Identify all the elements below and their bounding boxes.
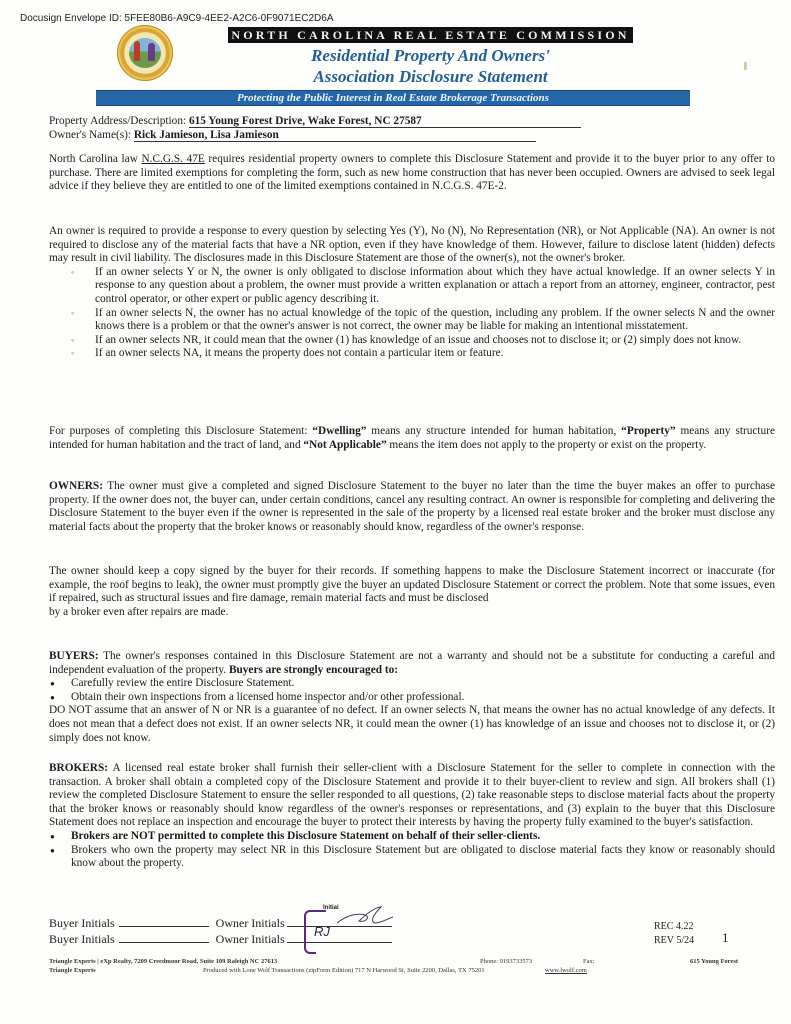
buyer-initials-label: Buyer Initials — [49, 916, 115, 930]
footer-brokerage: Triangle Experts | eXp Realty, 7209 Creedmoor Road, Suite 109 Raleigh NC 27613 — [49, 958, 278, 965]
buyers-text: The owner's responses contained in this Disclosure Statement are not a warranty and should not be a substitute for conducting a careful and independent evaluation of the property. — [49, 650, 775, 676]
owners-paragraph — [49, 480, 775, 534]
list-item: ● Carefully review the entire Disclosure Statement. — [49, 677, 775, 691]
tagline-banner: Protecting the Public Interest in Real Estate Brokerage Transactions — [96, 90, 690, 106]
list-item: ● Brokers who own the property may select NR in this Disclosure Statement but are obligated to disclose material facts they know or reasonably should know about the property. — [49, 844, 775, 871]
definitions-text: means the item does not apply to the property or exist on the property. — [386, 438, 707, 451]
footer-website-link[interactable]: www.lwolf.com — [545, 967, 587, 974]
footer-phone: Phone: 9193733573 — [480, 958, 533, 965]
footer-agent: Triangle Experts — [49, 967, 96, 974]
list-item: ◦ If an owner selects NR, it could mean that the owner (1) has knowledge of an issue and chooses not to disclose it; or (2) simply does not know. — [49, 334, 775, 348]
seal-figure-left — [134, 41, 140, 61]
term-dwelling: “Dwelling” — [312, 425, 367, 437]
list-item: ◦ If an owner selects N, the owner has no actual knowledge of the topic of the question, including any problem. If the owner selects N and the owner knows there is a problem or that the owner's answer is not correct, the owner may be liable for making an intentional misstatement. — [49, 307, 775, 334]
term-not-applicable: “Not Applicable” — [303, 438, 387, 451]
scan-mark — [744, 62, 747, 70]
rev-code: REV 5/24 — [654, 935, 695, 946]
buyers-warning: DO NOT assume that an answer of N or NR is a guarantee of no defect. If an owner selects N, that means the owner has no actual knowledge of any defects. It does not mean that a defect does not exist. If an owner selects NR, it could mean the owner (1) has knowledge of an issue and chooses not to disclose it, or (2) simply does not know. — [49, 704, 775, 744]
buyers-list — [49, 677, 775, 704]
buyer-initials-field-1[interactable] — [119, 915, 209, 927]
definitions-text: For purposes of completing this Disclosure Statement: — [49, 425, 313, 437]
term-property: “Property” — [621, 425, 676, 437]
copy-tail: by a broker even after repairs are made. — [49, 605, 229, 618]
owner-initials-label: Owner Initials — [215, 932, 285, 946]
response-options-list — [49, 266, 775, 361]
revision-block — [654, 920, 694, 948]
owner-initials-label: Owner Initials — [215, 916, 285, 930]
definitions-paragraph — [49, 425, 775, 452]
list-item — [49, 830, 775, 844]
docusign-envelope-id: Docusign Envelope ID: 5FEE80B6-A9C9-4EE2-A2C6-0F9071EC2D6A — [20, 13, 334, 24]
brokers-not-permitted: Brokers are NOT permitted to complete this Disclosure Statement on behalf of their seller-clients. — [71, 829, 541, 842]
owner-initials-field-2[interactable] — [287, 931, 392, 943]
seal-figure-right — [148, 43, 155, 61]
definitions-text: means any structure intended for human habitation and the tract of land, and — [49, 425, 775, 451]
intro-text: North Carolina law — [49, 153, 142, 165]
copy-text: The owner should keep a copy signed by the buyer for their records. If something happens to make the Disclosure Statement incorrect or inaccurate (for example, the roof begins to leak), the owner must promptly give the buyer an updated Disclosure Statement or correct the problem. Note that some issues, even if repaired, such as structural issues and fire damage, remain material facts and must be disclosed — [49, 565, 775, 605]
page-number: 1 — [722, 930, 729, 945]
signature-scribble-icon — [335, 905, 395, 929]
brokers-list — [49, 830, 775, 871]
owners-heading: OWNERS: — [49, 480, 103, 492]
buyer-initials-field-2[interactable] — [119, 931, 209, 943]
owner-name-field[interactable]: Rick Jamieson, Lisa Jamieson — [134, 129, 536, 142]
form-title-line1: Residential Property And Owners' — [311, 46, 550, 65]
list-item: ● Obtain their own inspections from a licensed home inspector and/or other professional. — [49, 691, 775, 705]
list-item: ◦ If an owner selects NA, it means the property does not contain a particular item or feature. — [49, 347, 775, 361]
address-label: Property Address/Description: — [49, 115, 187, 127]
owner-label: Owner's Name(s): — [49, 128, 132, 141]
initial-tag: Initial — [323, 905, 339, 911]
intro-text-cont: requires residential property owners to complete this Disclosure Statement and provide it to the buyer prior to any offer to purchase. There are limited exemptions for completing the form, such as new home construction that has never been occupied. Owners are advised to seek legal advice if they believe they are entitled to one of the limited exemptions contained in N.C.G.S. 47E-2. — [49, 153, 775, 193]
buyers-heading: BUYERS: — [49, 650, 99, 662]
address-field[interactable]: 615 Young Forest Drive, Wake Forest, NC 27587 — [189, 115, 581, 128]
footer-file-name: 615 Young Forest — [690, 958, 739, 965]
footer-fax: Fax: — [583, 958, 595, 965]
owners-text: The owner must give a completed and signed Disclosure Statement to the buyer no later than the time the buyer makes an offer to purchase property. If the owner does not, the buyer can, under certain conditions, cancel any resulting contract. An owner is responsible for completing and delivering the Disclosure Statement to the buyer even if the owner is represented in the sale of the property by a licensed real estate broker and the broker must disclose any material facts about the property that the broker knows or reasonably should know, regardless of the owner's response. — [49, 480, 775, 533]
form-title-line2: Association Disclosure Statement — [313, 67, 548, 86]
copy-paragraph — [49, 565, 775, 619]
intro-paragraph — [49, 153, 775, 194]
definitions-text: means any structure intended for human habitation, — [366, 425, 622, 437]
buyers-emphasis: Buyers are strongly encouraged to: — [228, 663, 398, 676]
brokers-text: A licensed real estate broker shall furnish their seller-client with a Disclosure Statement for the seller to complete in connection with the transaction. A broker shall obtain a completed copy of the Disclosure Statement and provide it to their buyer-client to review and sign. All brokers shall (1) review the completed Disclosure Statement to ensure the seller responded to all questions, (2) take reasonable steps to disclose material facts about the property that the broker knows or reasonably should know regardless of the owner's responses or representations, and (3) explain to the buyer that this Disclosure Statement does not replace an inspection and encourage the buyer to protect their interests by having the property fully examined to the buyer's satisfaction. — [49, 762, 775, 829]
owner-initials-value: RJ — [314, 924, 330, 939]
brokers-section — [49, 762, 775, 871]
brokers-heading: BROKERS: — [49, 762, 109, 774]
list-item: ◦ If an owner selects Y or N, the owner is only obligated to disclose information about which they have actual knowledge. If an owner selects Y in response to any question about a problem, the owner must provide a written explanation or attach a report from an attorney, engineer, contractor, pest control operator, or other expert or public agency describing it. — [49, 266, 775, 307]
response-paragraph: An owner is required to provide a response to every question by selecting Yes (Y), No (N), No Representation (NR), or Not Applicable (NA). An owner is not required to disclose any of the material facts that have a NR option, even if they have knowledge of them. However, failure to disclose latent (hidden) defects may result in civil liability. The disclosures made in this Disclosure Statement are those of the owner(s), not the owner's broker. — [49, 225, 775, 265]
buyers-section — [49, 650, 775, 745]
ncgs-47e-link[interactable]: N.C.G.S. 47E — [141, 153, 205, 165]
property-info — [49, 115, 775, 142]
buyer-initials-label: Buyer Initials — [49, 932, 115, 946]
nc-state-seal-icon — [117, 25, 173, 81]
footer-produced: Produced with Lone Wolf Transactions (zipForm Edition) 717 N Harwood St, Suite 2200, Dallas, TX 75201 — [203, 967, 485, 974]
response-section — [49, 225, 775, 361]
rec-code: REC 4.22 — [654, 921, 694, 932]
commission-banner: NORTH CAROLINA REAL ESTATE COMMISSION — [228, 27, 633, 43]
